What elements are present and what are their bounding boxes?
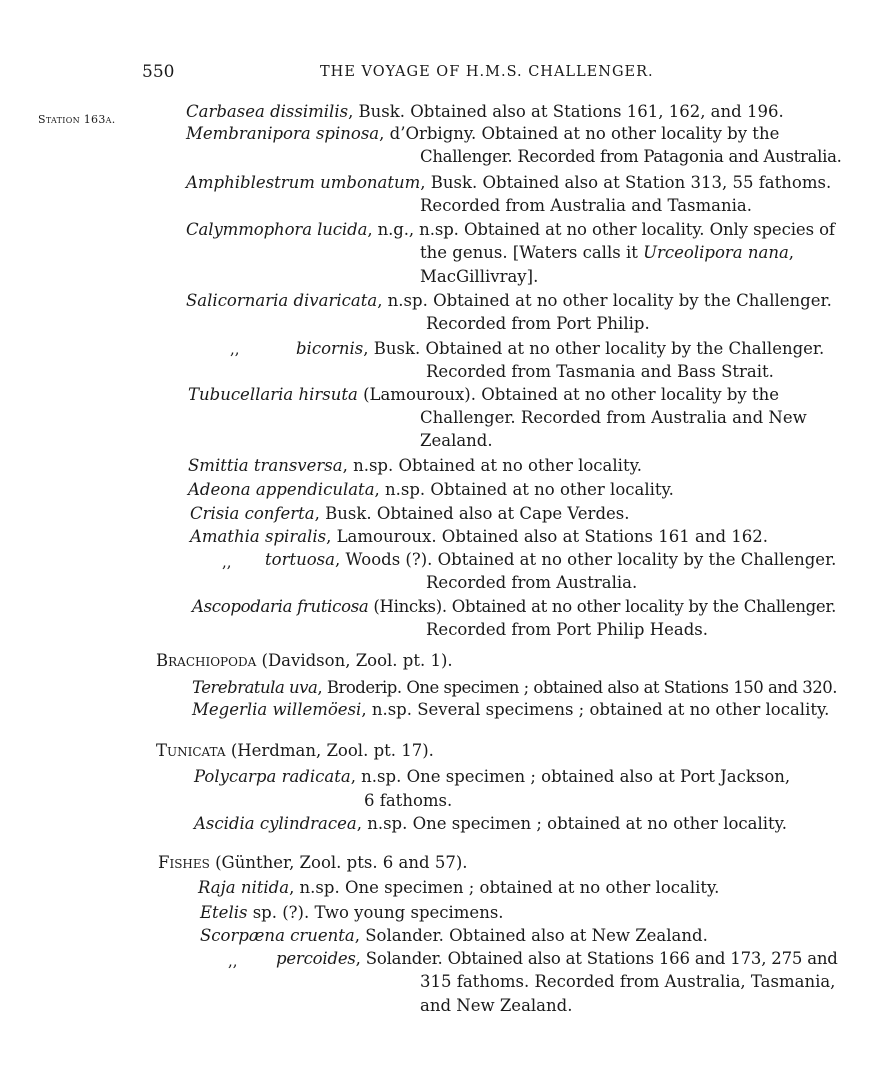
species-name: Etelis [200,903,248,922]
entry-continuation: 6 fathoms. [364,791,453,810]
species-name: Membranipora spinosa [186,124,380,143]
entry-line: Etelis sp. (?). Two young specimens. [200,903,504,922]
ditto-mark: ,, [222,553,232,571]
section-heading-tunicata: Tunicata (Herdman, Zool. pt. 17). [156,741,434,760]
species-name: Ascopodaria fruticosa [192,597,369,616]
entry-continuation: MacGillivray]. [420,267,539,286]
entry-continuation: Recorded from Australia and Tasmania. [420,196,752,215]
ditto-mark: ,, [228,952,238,970]
species-name: Carbasea dissimilis [186,102,349,121]
entry-line: Amphiblestrum umbonatum, Busk. Obtained also at Station 313, 55 fathoms. [186,173,832,192]
species-name: Tubucellaria hirsuta [188,385,358,404]
species-name: Raja nitida [198,878,290,897]
entry-line: Smittia transversa, n.sp. Obtained at no other locality. [188,456,642,475]
species-name: Crisia conferta [190,504,315,523]
entry-continuation: 315 fathoms. Recorded from Australia, Tasmania, [420,972,836,991]
ditto-mark: ,, [230,340,240,358]
entry-line: percoides, Solander. Obtained also at Stations 166 and 173, 275 and [276,949,838,968]
entry-line: Crisia conferta, Busk. Obtained also at Cape Verdes. [190,504,630,523]
entry-line: Tubucellaria hirsuta (Lamouroux). Obtained at no other locality by the [188,385,780,404]
entry-line: Membranipora spinosa, d’Orbigny. Obtained at no other locality by the [186,124,780,143]
species-name: Terebratula uva [192,678,318,697]
entry-continuation: and New Zealand. [420,996,573,1015]
entry-line: Carbasea dissimilis, Busk. Obtained also at Stations 161, 162, and 196. [186,102,784,121]
species-name: Adeona appendiculata [188,480,375,499]
entry-continuation: Recorded from Port Philip Heads. [426,620,708,639]
entry-line: Terebratula uva, Broderip. One specimen ; obtained also at Stations 150 and 320. [192,678,837,697]
entry-line: Adeona appendiculata, n.sp. Obtained at no other locality. [188,480,674,499]
species-name: Megerlia willemöesi [192,700,362,719]
species-name: Amphiblestrum umbonatum [186,173,421,192]
species-name: Smittia transversa [188,456,343,475]
entry-continuation: Challenger. Recorded from Australia and New [420,408,807,427]
entry-line: tortuosa, Woods (?). Obtained at no other locality by the Challenger. [265,550,837,569]
species-name: Amathia spiralis [190,527,327,546]
species-name: percoides [276,949,356,968]
entry-continuation: Challenger. Recorded from Patagonia and Australia. [420,147,842,166]
entry-line: Ascopodaria fruticosa (Hincks). Obtained at no other locality by the Challenger. [192,597,837,616]
entry-continuation: Recorded from Tasmania and Bass Strait. [426,362,774,381]
running-title: THE VOYAGE OF H.M.S. CHALLENGER. [320,64,654,80]
entry-line: Megerlia willemöesi, n.sp. Several specimens ; obtained at no other locality. [192,700,830,719]
entry-continuation: Recorded from Port Philip. [426,314,650,333]
entry-line: Ascidia cylindracea, n.sp. One specimen ; obtained at no other locality. [194,814,788,833]
entry-line: bicornis, Busk. Obtained at no other locality by the Challenger. [296,339,825,358]
entry-line: Raja nitida, n.sp. One specimen ; obtained at no other locality. [198,878,720,897]
species-name: Salicornaria divaricata [186,291,378,310]
species-name: Ascidia cylindracea [194,814,357,833]
entry-line: Amathia spiralis, Lamouroux. Obtained also at Stations 161 and 162. [190,527,769,546]
section-heading-brachiopoda: Brachiopoda (Davidson, Zool. pt. 1). [156,651,453,670]
entry-continuation: Recorded from Australia. [426,573,638,592]
species-name: bicornis [296,339,364,358]
entry-line: Polycarpa radicata, n.sp. One specimen ; obtained also at Port Jackson, [194,767,791,786]
species-name: Polycarpa radicata [194,767,351,786]
entry-line: Salicornaria divaricata, n.sp. Obtained at no other locality by the Challenger. [186,291,832,310]
section-heading-fishes: Fishes (Günther, Zool. pts. 6 and 57). [158,853,468,872]
species-name: tortuosa [265,550,335,569]
entry-continuation: Zealand. [420,431,493,450]
entry-line: Scorpæna cruenta, Solander. Obtained also at New Zealand. [200,926,708,945]
page-header [0,62,880,86]
species-name: Scorpæna cruenta [200,926,355,945]
station-label: Station 163a. [38,113,116,126]
entry-continuation: the genus. [Waters calls it Urceolipora nana, [420,243,795,262]
species-name: Calymmophora lucida [186,220,368,239]
page-number: 550 [142,62,175,82]
entry-line: Calymmophora lucida, n.g., n.sp. Obtained at no other locality. Only species of [186,220,835,239]
